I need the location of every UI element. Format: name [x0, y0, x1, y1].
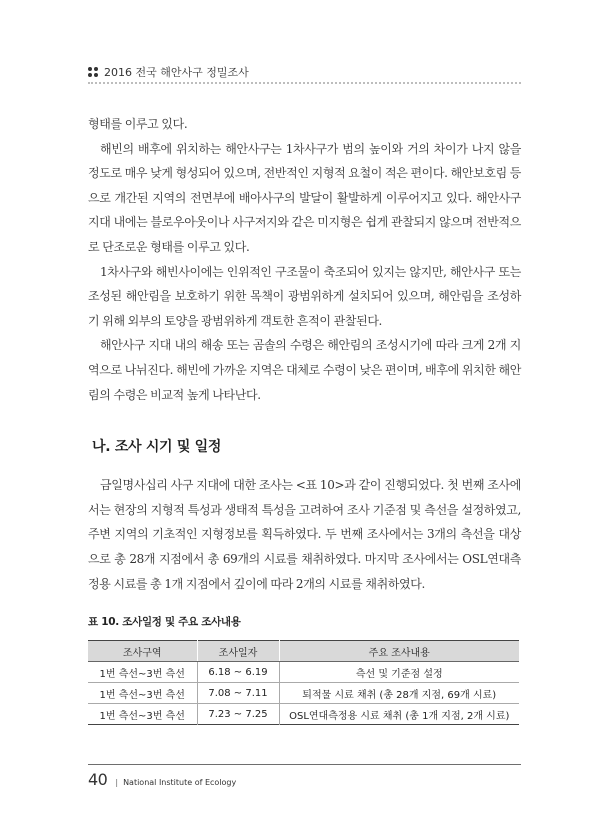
page-footer	[88, 770, 236, 789]
schedule-table	[88, 640, 519, 725]
table-row	[88, 704, 519, 725]
table-row	[88, 662, 519, 683]
cell-content: OSL연대측정용 시료 채취 (총 1개 지점, 2개 시료)	[279, 704, 519, 725]
section-heading: 나. 조사 시기 및 일정	[92, 439, 222, 456]
cell-area: 1번 측선~3번 측선	[88, 662, 197, 683]
cell-date: 7.23 ~ 7.25	[197, 704, 279, 725]
column-header-date: 조사일자	[197, 641, 279, 662]
body-paragraph: 해빈의 배후에 위치하는 해안사구는 1차사구가 범의 높이와 거의 차이가 나지 않을 정도로 매우 낮게 형성되어 있으며, 전반적인 지형적 요철이 적은 편이다. 해안보호림 등으로 개간된 지역의 전면부에 배아사구의 발달이 활발하게 이루어지고 있다. 해안사구지대 내에는 블로우아웃이나 사구저지와 같은 미지형은 쉽게 관찰되지 않으며 전반적으로 단조로운 형태를 이루고 있다.	[88, 141, 522, 254]
table-caption: 표 10. 조사일정 및 주요 조사내용	[88, 616, 241, 629]
cell-date: 7.08 ~ 7.11	[197, 683, 279, 704]
table-row	[88, 683, 519, 704]
table-header-row	[88, 641, 519, 662]
body-paragraph: 형태를 이루고 있다.	[88, 117, 188, 131]
body-paragraph: 해안사구 지대 내의 해송 또는 곰솔의 수령은 해안림의 조성시기에 따라 크게 2개 지역으로 나뉘진다. 해빈에 가까운 지역은 대체로 수령이 낮은 편이며, 배후에 위치한 해안림의 수령은 비교적 높게 나타난다.	[88, 338, 522, 402]
footer-separator: |	[115, 778, 119, 787]
bullet-dots-icon	[88, 67, 98, 77]
column-header-content: 주요 조사내용	[279, 641, 519, 662]
body-paragraph: 1차사구와 해빈사이에는 인위적인 구조물이 축조되어 있지는 않지만, 해안사구 또는 조성된 해안림을 보호하기 위한 목책이 광범위하게 설치되어 있으며, 해안림을 조성하기 위해 외부의 토양을 광범위하게 객토한 흔적이 관찰된다.	[88, 264, 521, 328]
running-header-title: 2016 전국 해안사구 정밀조사	[104, 66, 249, 79]
section-paragraph: 금일명사십리 사구 지대에 대한 조사는 <표 10>과 같이 진행되었다. 첫 번째 조사에서는 현장의 지형적 특성과 생태적 특성을 고려하여 조사 기준점 및 측선을 설정하였고, 주변 지역의 기초적인 지형정보를 획득하였다. 두 번째 조사에서는 3개의 측선을 대상으로 총 28개 지점에서 총 69개의 시료를 채취하였다. 마지막 조사에서는 OSL연대측정용 시료를 총 1개 지점에서 깊이에 따라 2개의 시료를 채취하였다.	[88, 478, 521, 591]
cell-content: 퇴적물 시료 채취 (총 28개 지점, 69개 시료)	[279, 683, 519, 704]
cell-content: 측선 및 기준점 설정	[279, 662, 519, 683]
cell-area: 1번 측선~3번 측선	[88, 683, 197, 704]
running-header	[88, 62, 249, 82]
footer-organization: National Institute of Ecology	[123, 778, 237, 787]
cell-date: 6.18 ~ 6.19	[197, 662, 279, 683]
footer-divider	[88, 764, 521, 765]
page-number: 40	[88, 770, 108, 789]
page-content	[88, 112, 521, 725]
cell-area: 1번 측선~3번 측선	[88, 704, 197, 725]
header-divider	[88, 82, 521, 84]
column-header-area: 조사구역	[88, 641, 197, 662]
